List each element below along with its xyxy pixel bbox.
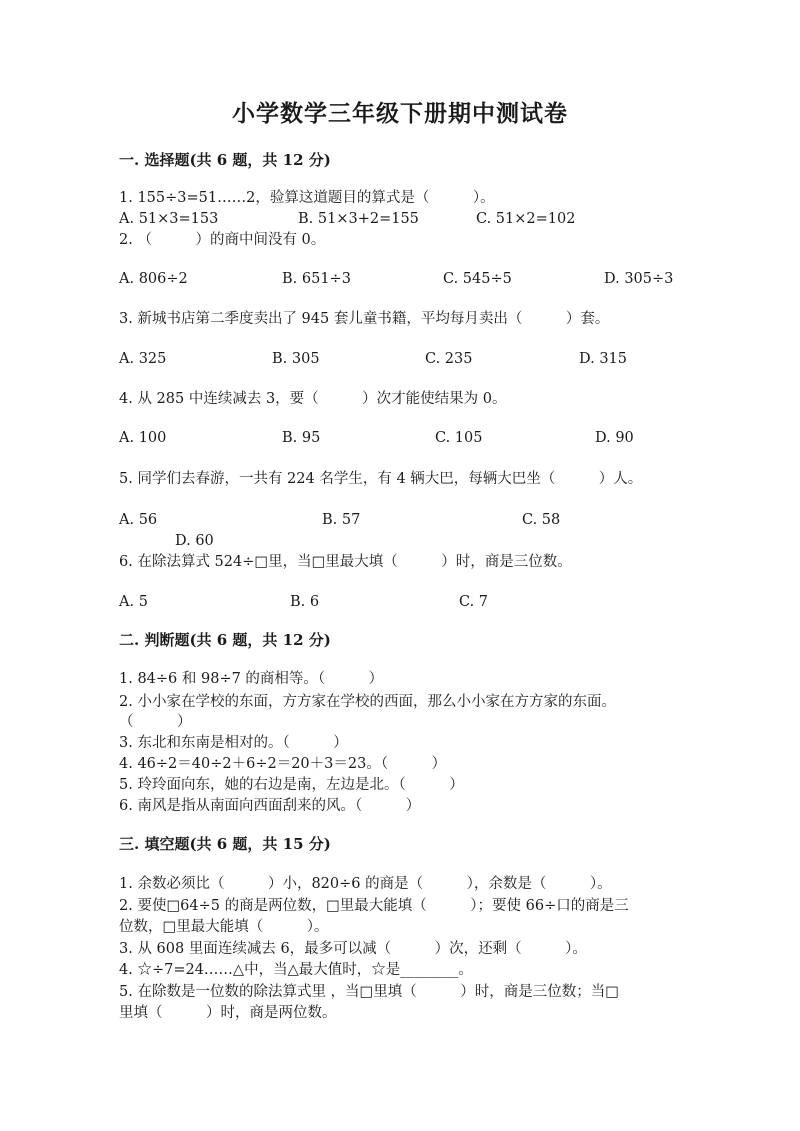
question-4-stem: 4. 从 285 中连续减去 3，要（ ）次才能使结果为 0。 bbox=[119, 391, 507, 407]
question-5-option-d: D. 60 bbox=[175, 533, 214, 549]
judgment-line-1: 1. 84÷6 和 98÷7 的商相等。（ ） bbox=[119, 671, 384, 687]
page-title: 小学数学三年级下册期中测试卷 bbox=[232, 100, 568, 127]
judgment-line-6: 6. 南风是指从南面向西面刮来的风。（ ） bbox=[119, 798, 421, 814]
question-5-stem: 5. 同学们去春游，一共有 224 名学生，有 4 辆大巴，每辆大巴坐（ ）人。 bbox=[119, 471, 643, 487]
question-2-option-b: B. 651÷3 bbox=[282, 271, 351, 287]
question-3-option-b: B. 305 bbox=[272, 351, 320, 367]
question-1-option-a: A. 51×3=153 bbox=[119, 211, 219, 227]
question-5-option-b: B. 57 bbox=[322, 512, 361, 528]
judgment-line-2-cont: （ ） bbox=[119, 714, 192, 730]
question-2-stem: 2. （ ）的商中间没有 0。 bbox=[119, 232, 326, 248]
question-6-option-b: B. 6 bbox=[290, 594, 320, 610]
question-3-option-c: C. 235 bbox=[425, 351, 473, 367]
question-6-stem: 6. 在除法算式 524÷□里，当□里最大填（ ）时，商是三位数。 bbox=[119, 554, 572, 570]
question-5-option-a: A. 56 bbox=[119, 512, 158, 528]
question-4-option-d: D. 90 bbox=[595, 430, 634, 446]
question-6-option-a: A. 5 bbox=[119, 594, 148, 610]
question-1-option-b: B. 51×3+2=155 bbox=[298, 211, 419, 227]
question-4-option-c: C. 105 bbox=[435, 430, 483, 446]
fill-line-2-cont: 位数，□里最大能填（ ）。 bbox=[119, 919, 329, 935]
fill-line-5-cont: 里填（ ）时，商是两位数。 bbox=[119, 1005, 337, 1021]
question-4-option-b: B. 95 bbox=[282, 430, 321, 446]
fill-line-3: 3. 从 608 里面连续减去 6，最多可以减（ ）次，还剩（ ）。 bbox=[119, 941, 587, 957]
judgment-line-4: 4. 46÷2＝40÷2＋6÷2＝20＋3＝23。（ ） bbox=[119, 756, 447, 772]
question-2-option-a: A. 806÷2 bbox=[119, 271, 188, 287]
question-3-stem: 3. 新城书店第二季度卖出了 945 套儿童书籍，平均每月卖出（ ）套。 bbox=[119, 311, 610, 327]
fill-line-4: 4. ☆÷7=24……△中，当△最大值时，☆是________。 bbox=[119, 962, 473, 978]
section-heading-choice: 一. 选择题(共 6 题，共 12 分) bbox=[119, 151, 331, 169]
section-heading-fill: 三. 填空题(共 6 题，共 15 分) bbox=[119, 835, 331, 853]
question-2-option-d: D. 305÷3 bbox=[604, 271, 674, 287]
judgment-line-3: 3. 东北和东南是相对的。（ ） bbox=[119, 735, 348, 751]
question-3-option-a: A. 325 bbox=[119, 351, 167, 367]
question-6-option-c: C. 7 bbox=[459, 594, 489, 610]
question-5-option-c: C. 58 bbox=[522, 512, 561, 528]
question-1-stem: 1. 155÷3=51……2，验算这道题目的算式是（ ）。 bbox=[119, 190, 495, 206]
question-1-option-c: C. 51×2=102 bbox=[476, 211, 576, 227]
fill-line-2: 2. 要使□64÷5 的商是两位数，□里最大能填（ ）；要使 66÷口的商是三 bbox=[119, 898, 629, 914]
section-heading-judgment: 二. 判断题(共 6 题，共 12 分) bbox=[119, 631, 331, 649]
question-3-option-d: D. 315 bbox=[579, 351, 628, 367]
fill-line-1: 1. 余数必须比（ ）小，820÷6 的商是（ ），余数是（ ）。 bbox=[119, 876, 612, 892]
question-2-option-c: C. 545÷5 bbox=[443, 271, 512, 287]
question-4-option-a: A. 100 bbox=[119, 430, 167, 446]
judgment-line-5: 5. 玲玲面向东，她的右边是南，左边是北。（ ） bbox=[119, 777, 464, 793]
judgment-line-2: 2. 小小家在学校的东面，方方家在学校的西面，那么小小家在方方家的东面。 bbox=[119, 694, 616, 710]
fill-line-5: 5. 在除数是一位数的除法算式里 ，当□里填（ ）时，商是三位数；当□ bbox=[119, 984, 619, 1000]
